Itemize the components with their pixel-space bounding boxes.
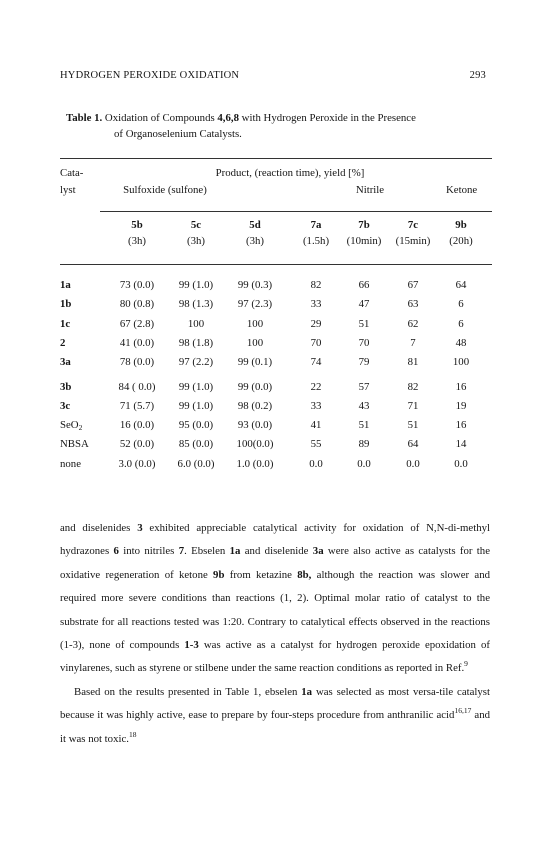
table-cell: 85 (0.0): [178, 438, 214, 450]
table-cell: 100: [187, 318, 205, 330]
table-cell: 33: [310, 298, 322, 310]
paragraph-2: [60, 681, 490, 751]
table-row-catalyst: [60, 437, 89, 451]
table-cell: 7: [410, 337, 416, 349]
column-time-3: (1.5h): [302, 235, 330, 247]
column-header-4: 7b: [358, 219, 370, 231]
table-cell: 89: [358, 438, 370, 450]
table-cell: 0.0: [406, 458, 420, 470]
table-cell: 51: [358, 419, 370, 431]
column-header-1: 5c: [190, 219, 202, 231]
table-label: Table 1.: [66, 112, 103, 124]
table-cell: 97 (2.2): [178, 356, 214, 368]
catalyst-name: 1a: [60, 279, 71, 291]
catalyst-name: 1c: [60, 318, 71, 330]
table-row-catalyst: [60, 317, 70, 331]
group-ketone-header: Ketone: [446, 184, 478, 196]
catalyst-header-1: Cata-: [60, 167, 84, 179]
p1-compounds-1-3: 1-3: [184, 639, 199, 652]
table-cell: 82: [310, 279, 322, 291]
table-cell: 55: [310, 438, 322, 450]
table-cell: 51: [358, 318, 370, 330]
p1-compound-6: 6: [113, 545, 119, 558]
table-cell: 0.0: [309, 458, 323, 470]
column-time-2: (3h): [246, 235, 264, 247]
table-cell: 70: [310, 337, 322, 349]
table-cell: 99 (1.0): [178, 279, 214, 291]
p1-text-4: . Ebselen: [184, 545, 230, 558]
table-cell: 80 (0.8): [119, 298, 155, 310]
table-cell: 79: [358, 356, 370, 368]
table-cell: 98 (0.2): [237, 400, 273, 412]
table-cell: 100: [246, 337, 264, 349]
table-cell: 67 (2.8): [119, 318, 155, 330]
table-cell: 99 (1.0): [178, 400, 214, 412]
table-cell: 82: [407, 381, 419, 393]
table-cell: 3.0 (0.0): [118, 458, 156, 470]
table-row-catalyst: [60, 380, 71, 394]
column-header-0: 5b: [131, 219, 143, 231]
catalyst-name: SeO: [60, 419, 79, 431]
table-cell: 99 (1.0): [178, 381, 214, 393]
table-cell: 74: [310, 356, 322, 368]
p1-compound-8b: 8b,: [297, 568, 312, 581]
table-cell: 6.0 (0.0): [177, 458, 215, 470]
caption-compounds: 4,6,8: [217, 112, 239, 124]
column-time-5: (15min): [395, 235, 431, 247]
table-cell: 97 (2.3): [237, 298, 273, 310]
p1-ref-9: 9: [464, 659, 468, 669]
table-cell: 81: [407, 356, 419, 368]
table-cell: 41: [310, 419, 322, 431]
table-row-catalyst: [60, 399, 70, 413]
table-cell: 62: [407, 318, 419, 330]
table-subheader-rule: [60, 264, 492, 265]
table-cell: 99 (0.3): [237, 279, 273, 291]
table-cell: 63: [407, 298, 419, 310]
table-row-catalyst: [60, 457, 81, 471]
catalyst-name: NBSA: [60, 438, 89, 450]
running-head-title: HYDROGEN PEROXIDE OXIDATION: [60, 70, 240, 81]
table-cell: 78 (0.0): [119, 356, 155, 368]
table-cell: 14: [455, 438, 467, 450]
group-nitrile-header: Nitrile: [355, 184, 385, 196]
column-header-6: 9b: [455, 219, 467, 231]
catalyst-name: 3b: [60, 381, 72, 393]
table-cell: 1.0 (0.0): [236, 458, 274, 470]
p1-compound-7: 7: [178, 545, 185, 558]
table-cell: 43: [358, 400, 370, 412]
table-cell: 33: [310, 400, 322, 412]
p1-text-3: into nitriles: [118, 545, 179, 558]
table-cell: 16: [455, 381, 467, 393]
table-cell: 71 (5.7): [119, 400, 155, 412]
table-cell: 67: [407, 279, 419, 291]
p2-ref-16-17: 16,17: [454, 706, 472, 716]
table-cell: 0.0: [357, 458, 371, 470]
table-cell: 71: [407, 400, 419, 412]
page-number: 293: [469, 70, 486, 81]
catalyst-name: 1b: [60, 298, 72, 310]
column-time-4: (10min): [346, 235, 382, 247]
running-head: [60, 70, 486, 81]
table-cell: 99 (0.0): [237, 381, 273, 393]
table-cell: 48: [455, 337, 467, 349]
table-cell: 93 (0.0): [237, 419, 273, 431]
table-cell: 84 ( 0.0): [118, 381, 156, 393]
p2-text-3: and it was not toxic.: [60, 709, 490, 745]
p1-text-5: and diselenide: [240, 545, 313, 558]
table-row-catalyst: [60, 418, 82, 432]
table-cell: 52 (0.0): [119, 438, 155, 450]
table-cell: 99 (0.1): [237, 356, 273, 368]
catalyst-name: none: [60, 458, 81, 470]
p1-text-6: were also active as catalysts for the oxidative regeneration of ketone: [60, 545, 490, 581]
table-cell: 98 (1.8): [178, 337, 214, 349]
catalyst-subscript: 2: [78, 423, 83, 432]
column-header-2: 5d: [249, 219, 261, 231]
table-cell: 29: [310, 318, 322, 330]
p2-compound-1a: 1a: [301, 685, 313, 698]
catalyst-name: 3a: [60, 356, 71, 368]
table-caption: [66, 110, 486, 142]
p1-text-9: was active as a catalyst for hydrogen peroxide epoxidation of vinylarenes, such as styrene or stilbene under the same reaction conditions as reported in Ref.: [60, 639, 491, 675]
table-cell: 0.0: [454, 458, 468, 470]
table-cell: 22: [310, 381, 322, 393]
caption-text-pre: Oxidation of Compounds: [102, 112, 218, 124]
table-row-catalyst: [60, 297, 71, 311]
table-cell: 95 (0.0): [178, 419, 214, 431]
p1-text-8: although the reaction was slower and required more severe conditions than reactions (1, 2). Optimal molar ratio of catalyst to the substrate for all reactions tested was 1:20. Contrary to catalytical effects observed in the reactions (1-3), none of compounds: [60, 568, 490, 652]
table-cell: 64: [407, 438, 419, 450]
table-row-catalyst: [60, 278, 71, 292]
p2-text-2: was selected as most versa-tile catalyst because it was highly active, ease to prepare by four-steps procedure from anthranilic acid: [60, 685, 490, 722]
body-text: [60, 517, 490, 751]
column-header-5: 7c: [407, 219, 419, 231]
table-cell: 51: [407, 419, 419, 431]
catalyst-name: 2: [60, 337, 66, 349]
p1-compound-3: 3: [137, 522, 143, 534]
p1-text-1: and diselenides: [60, 522, 138, 534]
table-cell: 66: [358, 279, 370, 291]
table-cell: 6: [458, 318, 464, 330]
p1-text-2: exhibited appreciable catalytical activity for oxidation of N,N-di-methyl hydrazones: [60, 522, 490, 558]
table-cell: 57: [358, 381, 370, 393]
table-cell: 73 (0.0): [119, 279, 155, 291]
column-time-6: (20h): [449, 235, 473, 247]
table-top-rule: [60, 158, 492, 159]
group-sulfoxide-header: Sulfoxide (sulfone): [123, 184, 207, 196]
table-cell: 64: [455, 279, 467, 291]
table-cell: 16: [455, 419, 467, 431]
table-cell: 16 (0.0): [119, 419, 155, 431]
caption-text-post: with Hydrogen Peroxide in the Presence: [238, 112, 416, 124]
table-cell: 100(0.0): [236, 438, 274, 450]
p1-text-7: from ketazine: [224, 568, 298, 581]
catalyst-name: 3c: [60, 400, 71, 412]
table-cell: 70: [358, 337, 370, 349]
table-row-catalyst: [60, 336, 65, 350]
p2-text-1: Based on the results presented in Table 1, ebselen: [74, 685, 302, 698]
table-row-catalyst: [60, 355, 71, 369]
table-header-rule: [100, 211, 492, 212]
table-cell: 19: [455, 400, 467, 412]
table-cell: 98 (1.3): [178, 298, 214, 310]
table-cell: 41 (0.0): [119, 337, 155, 349]
paragraph-1: [60, 517, 490, 681]
table-cell: 100: [246, 318, 264, 330]
p1-compound-1a: 1a: [229, 545, 241, 558]
p2-ref-18: 18: [128, 729, 137, 739]
catalyst-header-2: lyst: [60, 184, 76, 196]
caption-line-2: of Organoselenium Catalysts.: [114, 128, 242, 140]
p1-compound-9b: 9b: [213, 568, 225, 581]
column-header-3: 7a: [310, 219, 322, 231]
table-cell: 6: [458, 298, 464, 310]
table-cell: 47: [358, 298, 370, 310]
p1-compound-3a: 3a: [312, 545, 324, 558]
column-time-0: (3h): [128, 235, 146, 247]
column-time-1: (3h): [187, 235, 205, 247]
product-header: Product, (reaction time), yield [%]: [215, 167, 365, 179]
table-cell: 100: [452, 356, 470, 368]
